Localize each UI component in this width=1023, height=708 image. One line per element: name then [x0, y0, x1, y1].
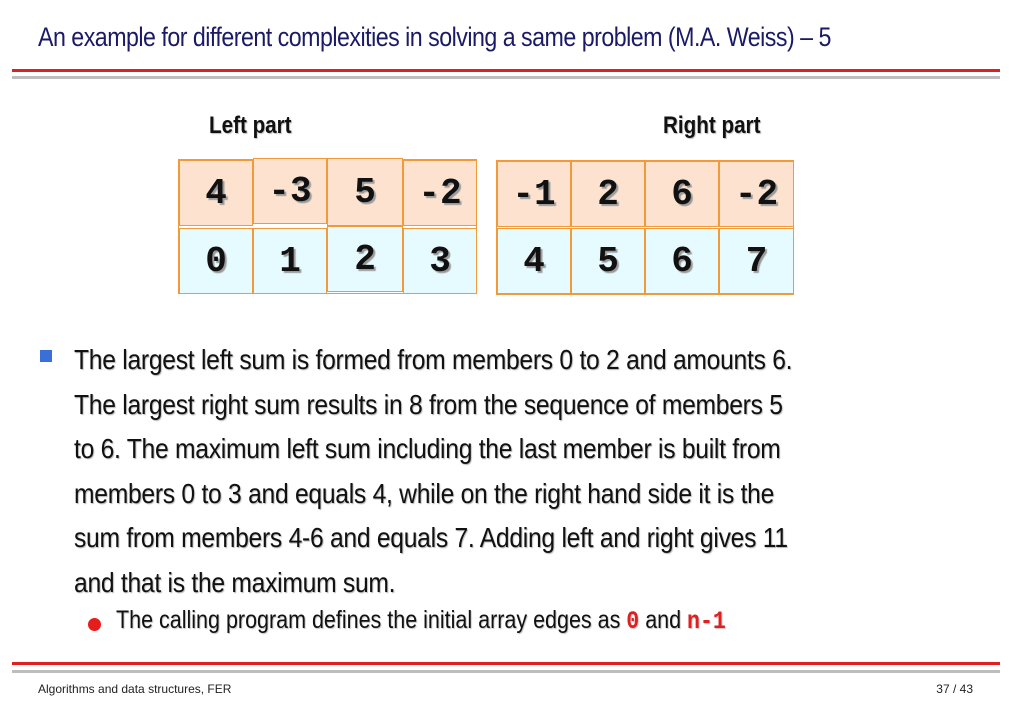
paragraph-line: sum from members 4-6 and equals 7. Adding left and right gives 11: [74, 522, 788, 553]
paragraph-line: to 6. The maximum left sum including the last member is built from: [74, 433, 781, 464]
array-index-cell: 6: [645, 228, 719, 294]
footer-rule-gray: [12, 670, 1000, 673]
array-index-cell: 0: [179, 228, 253, 294]
array-index-cell: 2: [327, 226, 403, 292]
array-value-cell: 6: [645, 161, 719, 227]
paragraph-line: members 0 to 3 and equals 4, while on the right hand side it is the: [74, 477, 775, 509]
page-number: 37 / 43: [936, 682, 973, 696]
sub-bullet-and: and: [639, 606, 688, 634]
code-zero: 0: [626, 607, 640, 636]
bullet-paragraph: [74, 338, 999, 605]
left-part-label: Left part: [209, 112, 292, 139]
title-rule-gray: [12, 76, 1000, 79]
paragraph-line: The largest right sum results in 8 from the sequence of members 5: [74, 388, 783, 420]
slide-title: An example for different complexities in solving a same problem (M.A. Weiss) – 5: [38, 22, 831, 52]
array-value-cell: 2: [571, 161, 645, 227]
footer-course: Algorithms and data structures, FER: [38, 682, 232, 696]
array-value-cell: -2: [719, 161, 794, 227]
array-value-cell: -2: [403, 160, 477, 226]
sub-bullet: [116, 606, 726, 636]
array-value-cell: -3: [253, 158, 327, 224]
array-value-cell: -1: [497, 161, 571, 227]
array-value-cell: 4: [179, 160, 253, 226]
array-index-cell: 4: [497, 228, 571, 294]
right-part-label: Right part: [663, 112, 761, 139]
title-rule-red: [12, 69, 1000, 72]
array-value-cell: 5: [327, 158, 403, 226]
footer-rule-red: [12, 662, 1000, 665]
round-bullet-icon: [88, 618, 101, 631]
paragraph-line: and that is the maximum sum.: [74, 566, 396, 598]
code-n-minus-1: n-1: [687, 607, 726, 636]
array-index-cell: 7: [719, 228, 794, 294]
sub-bullet-text: The calling program defines the initial array edges as: [116, 606, 627, 634]
paragraph-line: The largest left sum is formed from members 0 to 2 and amounts 6.: [74, 344, 793, 375]
square-bullet-icon: [40, 350, 52, 362]
array-index-cell: 1: [253, 228, 327, 294]
array-index-cell: 5: [571, 228, 645, 294]
array-index-cell: 3: [403, 228, 477, 294]
